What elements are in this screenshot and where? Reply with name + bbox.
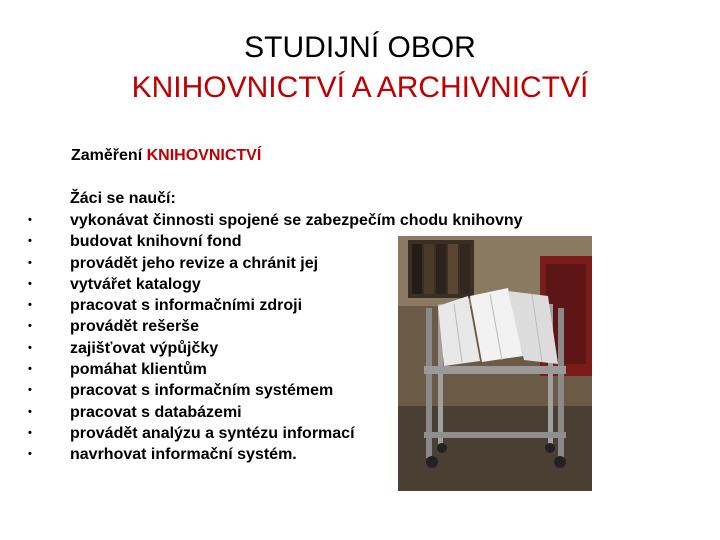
photo-background (398, 236, 592, 491)
library-book-cart-photo (398, 236, 592, 491)
photo-cart-wheel (545, 443, 555, 453)
bullet: • (28, 448, 32, 461)
bullet: • (28, 363, 32, 376)
photo-book (436, 244, 446, 294)
page-title: STUDIJNÍ OBOR (244, 31, 476, 64)
photo-red-shelf-inner (546, 264, 586, 364)
bullet: • (28, 384, 32, 397)
list-item-text: zajišťovat výpůjčky (70, 339, 219, 357)
bullet: • (28, 235, 32, 248)
bullet: • (28, 277, 32, 290)
list-item-text: navrhovat informační systém. (70, 446, 297, 464)
photo-book (412, 244, 422, 294)
list-item-text: provádět analýzu a syntézu informací (70, 424, 355, 442)
list-item-text: provádět rešerše (70, 318, 199, 336)
photo-books-stack (438, 296, 480, 366)
photo-cart-wheel (554, 456, 566, 468)
photo-book-edge (490, 294, 502, 360)
photo-cart-wheel (426, 456, 438, 468)
photo-floor (398, 406, 592, 491)
photo-cart-shelf (424, 432, 566, 438)
list-item-text: vytvářet katalogy (70, 275, 201, 293)
focus-prefix: Zaměření (71, 147, 147, 164)
list-item-text: pracovat s informačním systémem (70, 382, 334, 400)
photo-books-stack (508, 291, 558, 364)
photo-cart-post (426, 308, 432, 458)
list-item-text: vykonávat činnosti spojené se zabezpečím chodu knihovny (70, 212, 523, 229)
photo-book-edge (532, 294, 542, 362)
bullet: • (28, 426, 32, 439)
photo-cart-wheel (437, 443, 447, 453)
list-item-text: provádět jeho revize a chránit jej (70, 254, 319, 272)
focus-line (71, 147, 261, 165)
photo-cart-post (438, 304, 443, 444)
photo-shelf-books-left (408, 240, 474, 298)
photo-books-stack (470, 288, 523, 362)
focus-highlight: KNIHOVNICTVÍ (146, 147, 262, 164)
photo-cart-post (548, 304, 553, 444)
bullet: • (28, 214, 32, 226)
page-subtitle: KNIHOVNICTVÍ A ARCHIVNICTVÍ (131, 71, 589, 104)
skills-heading: Žáci se naučí: (70, 190, 176, 207)
list-item-text: pomáhat klientům (70, 361, 207, 379)
photo-book (448, 244, 458, 294)
bullet: • (28, 256, 32, 269)
list-item-text: pracovat s databázemi (70, 403, 242, 421)
photo-red-shelf (540, 256, 592, 376)
photo-cart-post (558, 308, 564, 458)
photo-cart-shelf (424, 366, 566, 374)
bullet: • (28, 320, 32, 333)
list-item-text: pracovat s informačními zdroji (70, 297, 303, 315)
bullet: • (28, 405, 32, 418)
photo-book-edge (454, 304, 462, 362)
list-item-text: budovat knihovní fond (70, 233, 242, 251)
photo-wall (398, 236, 592, 306)
photo-book (424, 244, 434, 294)
bullet: • (28, 341, 32, 354)
bullet: • (28, 299, 32, 312)
photo-book (460, 244, 470, 294)
